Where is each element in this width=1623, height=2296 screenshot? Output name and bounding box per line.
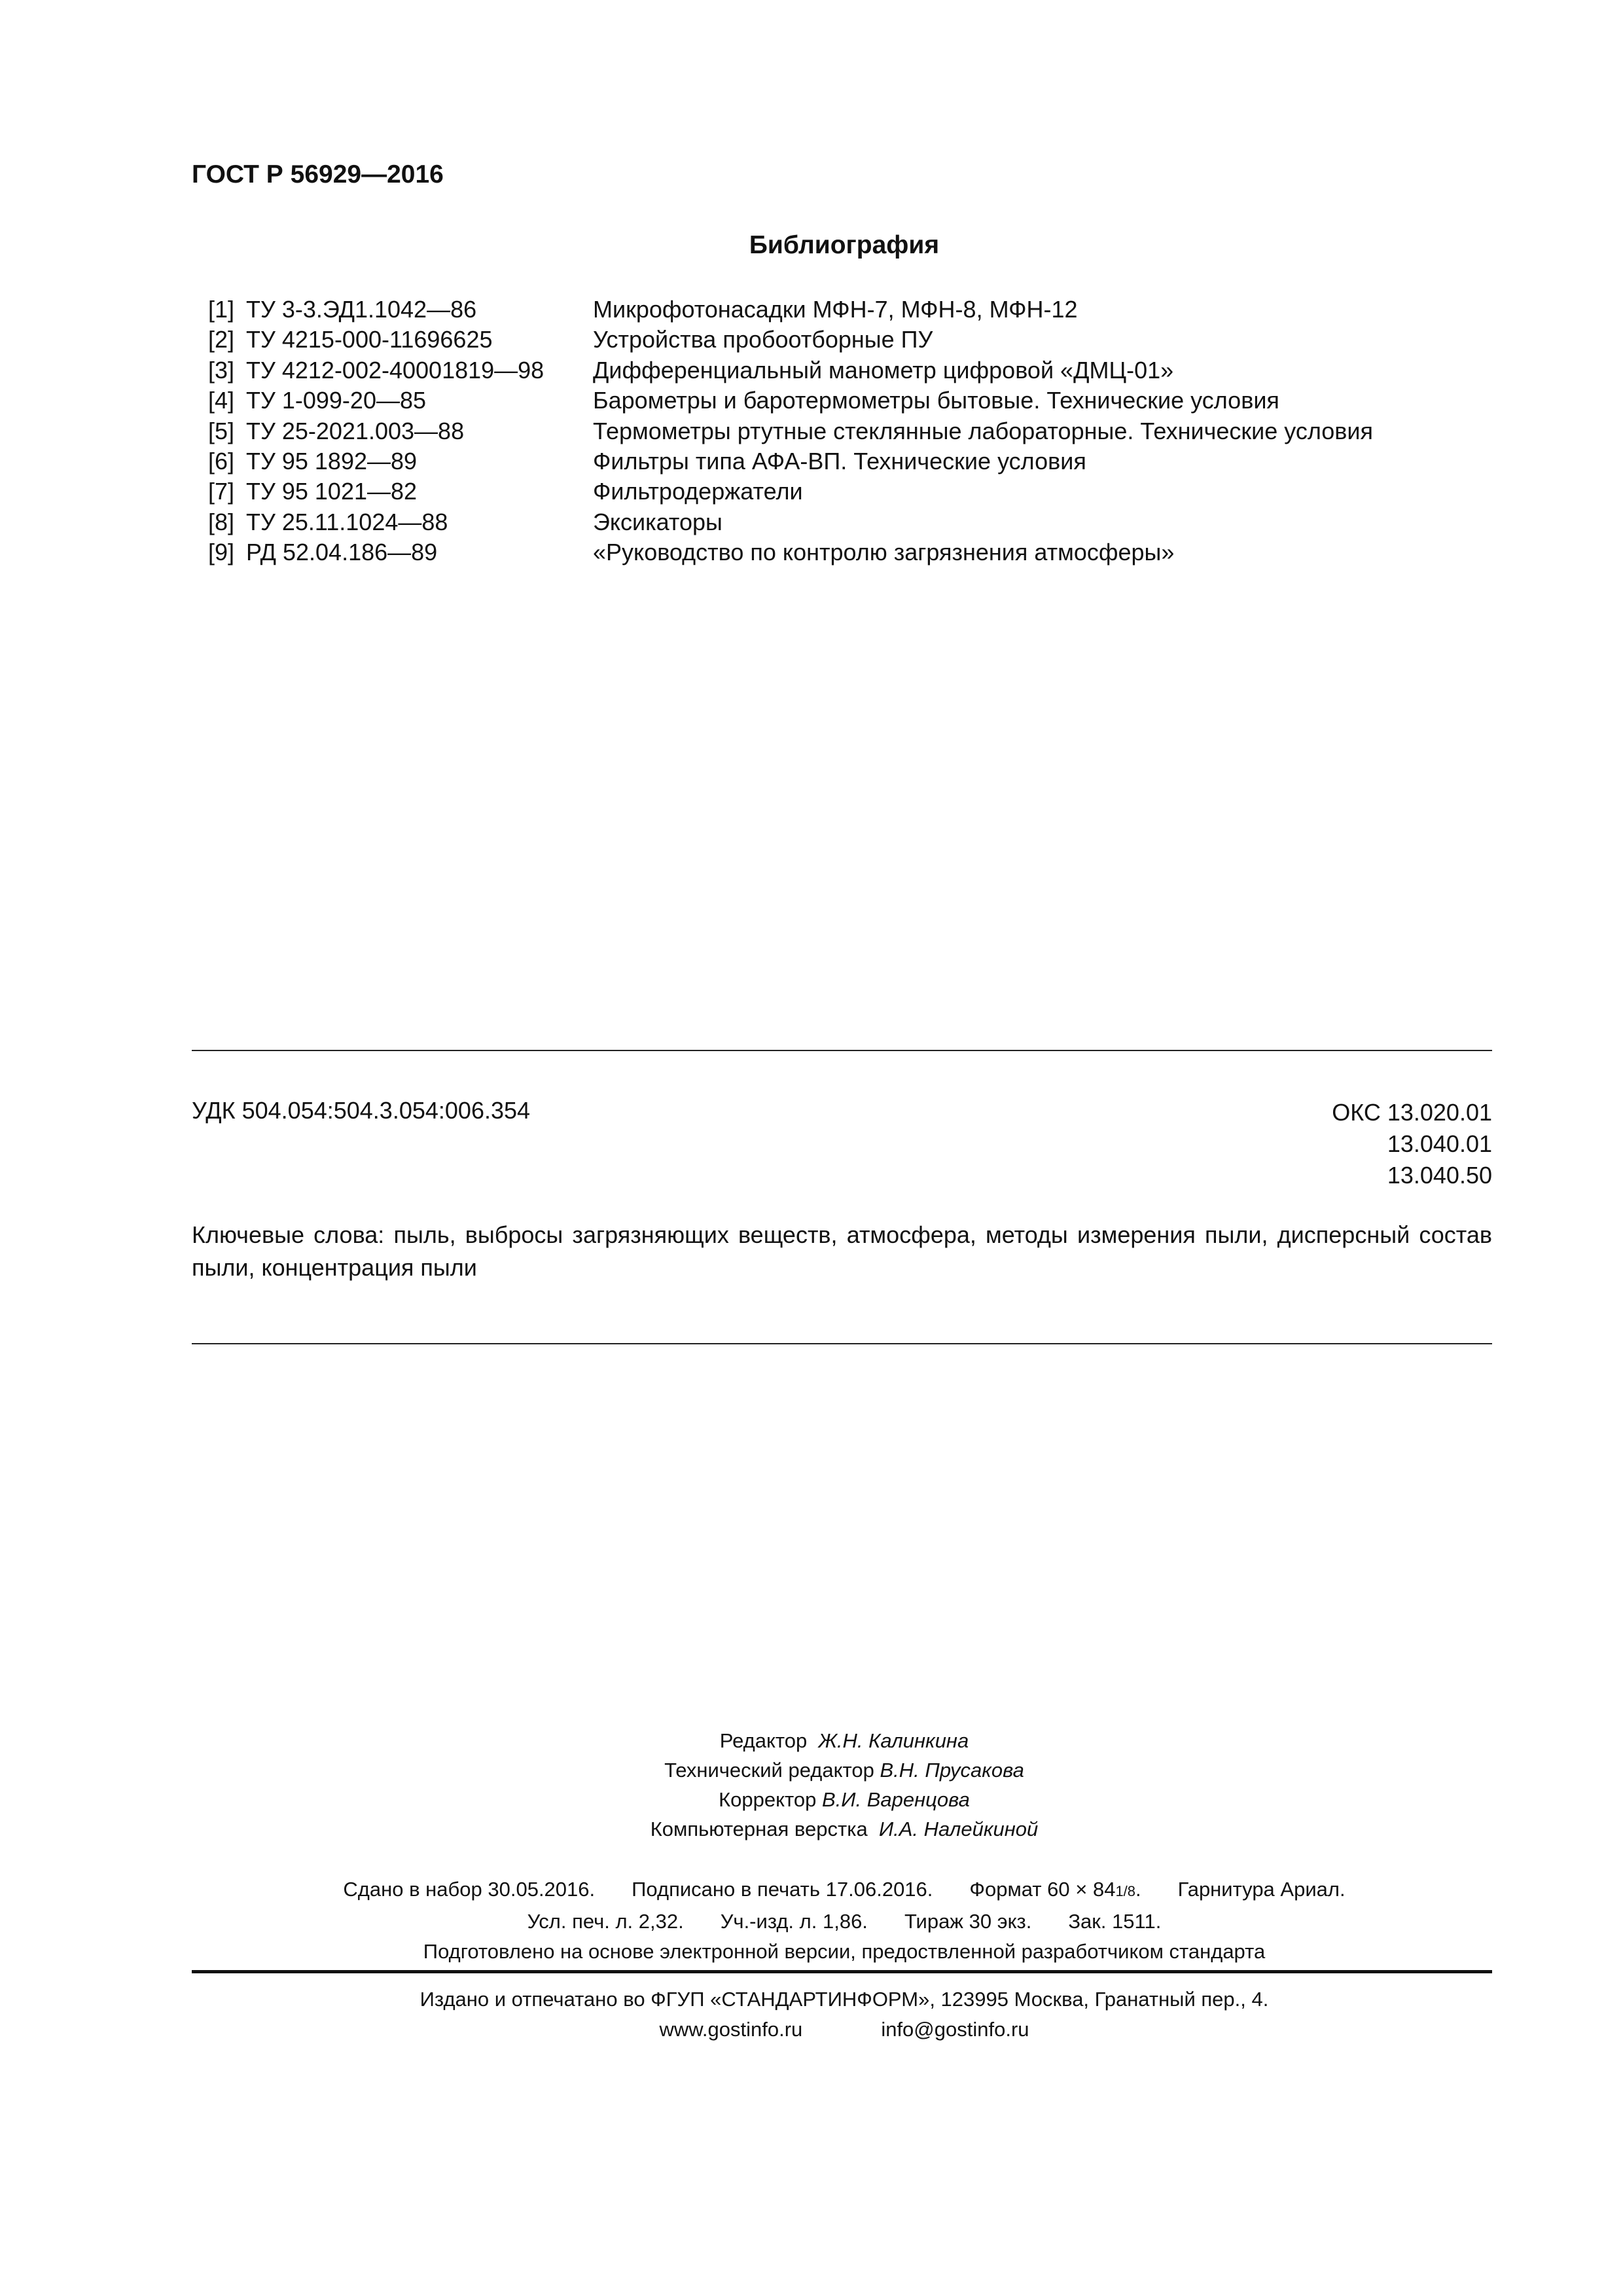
item-code: ТУ 95 1021—82 [246, 478, 418, 505]
item-number: [7] [208, 478, 235, 505]
typeset-date: Сдано в набор 30.05.2016. [343, 1878, 596, 1901]
item-title: Дифференциальный манометр цифровой «ДМЦ-01» [593, 356, 1174, 384]
print-sheets: Усл. печ. л. 2,32. [527, 1910, 684, 1933]
item-number: [9] [208, 539, 235, 566]
imprint-block [0, 1874, 1623, 1967]
divider-middle [192, 1343, 1492, 1344]
imprint-line-2 [0, 1907, 1623, 1937]
credit-editor [0, 1726, 1623, 1755]
website-link[interactable]: www.gostinfo.ru [659, 2018, 803, 2041]
imprint-line-1: Сдано в набор 30.05.2016. Подписано в печать 17.06.2016. Формат 60 × 841/8. Гарнитура Ариал. [343, 1878, 1346, 1901]
bibliography-item [208, 446, 1373, 476]
circulation: Тираж 30 экз. [904, 1910, 1032, 1933]
email-link[interactable]: info@gostinfo.ru [881, 2018, 1029, 2041]
credit-layout [0, 1814, 1623, 1844]
divider-bottom [192, 1970, 1492, 1973]
credit-role: Технический редактор [664, 1759, 874, 1782]
item-number: [1] [208, 296, 235, 323]
credit-technical-editor [0, 1755, 1623, 1785]
bibliography-title: Библиография [749, 231, 940, 259]
bibliography-item [208, 476, 1373, 507]
credit-name: В.И. Варенцова [822, 1788, 970, 1811]
item-number: [4] [208, 387, 235, 414]
item-code: ТУ 1-099-20—85 [246, 387, 427, 414]
udk-code: УДК 504.054:504.3.054:006.354 [192, 1097, 531, 1124]
publisher-contacts [0, 2015, 1623, 2045]
signed-date: Подписано в печать 17.06.2016. [632, 1878, 933, 1901]
credit-proofreader [0, 1785, 1623, 1814]
credits-block [0, 1726, 1623, 1844]
document-number: ГОСТ Р 56929—2016 [192, 160, 444, 188]
credit-role: Редактор [719, 1729, 808, 1752]
prepared-note: Подготовлено на основе электронной версии, предоствленной разработчиком стандарта [423, 1940, 1266, 1963]
item-title: Эксикаторы [593, 508, 722, 535]
credit-name: И.А. Налейкиной [878, 1818, 1039, 1840]
bibliography-item [208, 325, 1373, 355]
keywords: Ключевые слова: пыль, выбросы загрязняющих веществ, атмосфера, методы измерения пыли, дисперсный состав пыли, концентрация пыли [192, 1221, 1492, 1281]
item-number: [8] [208, 508, 235, 535]
credit-role: Компьютерная верстка [650, 1818, 868, 1840]
divider-top [192, 1050, 1492, 1051]
credit-role: Корректор [719, 1788, 817, 1811]
item-title: «Руководство по контролю загрязнения атмосферы» [593, 539, 1175, 566]
oks-code: 13.040.01 [1387, 1130, 1492, 1157]
bibliography-item [208, 507, 1373, 537]
credit-name: Ж.Н. Калинкина [818, 1729, 969, 1752]
bibliography-item [208, 537, 1373, 567]
item-code: ТУ 25.11.1024—88 [246, 508, 448, 535]
item-title: Термометры ртутные стеклянные лабораторные. Технические условия [593, 417, 1373, 444]
format: Формат 60 × 84 [969, 1878, 1116, 1901]
bibliography-item [208, 386, 1373, 416]
oks-code: ОКС 13.020.01 [1332, 1099, 1492, 1126]
item-code: ТУ 25-2021.003—88 [246, 417, 465, 444]
bibliography-item [208, 416, 1373, 446]
item-title: Фильтры типа АФА-ВП. Технические условия [593, 447, 1086, 475]
item-number: [5] [208, 417, 235, 444]
typeface: Гарнитура Ариал. [1177, 1878, 1346, 1901]
order-number: Зак. 1511. [1068, 1910, 1162, 1933]
item-title: Микрофотонасадки МФН-7, МФН-8, МФН-12 [593, 296, 1078, 323]
item-number: [2] [208, 326, 235, 353]
item-code: ТУ 4212-002-40001819—98 [246, 356, 544, 384]
item-code: ТУ 95 1892—89 [246, 447, 418, 475]
item-code: РД 52.04.186—89 [246, 539, 438, 566]
item-code: ТУ 4215-000-11696625 [246, 326, 493, 353]
oks-code: 13.040.50 [1387, 1162, 1492, 1189]
item-code: ТУ 3-3.ЭД1.1042—86 [246, 296, 477, 323]
publisher-sheets: Уч.-изд. л. 1,86. [720, 1910, 868, 1933]
publisher-block [0, 1984, 1623, 2045]
item-number: [6] [208, 447, 235, 475]
credit-name: В.Н. Прусакова [880, 1759, 1024, 1782]
bibliography-item [208, 295, 1373, 325]
item-title: Барометры и баротермометры бытовые. Технические условия [593, 387, 1279, 414]
publisher-line: Издано и отпечатано во ФГУП «СТАНДАРТИНФОРМ», 123995 Москва, Гранатный пер., 4. [419, 1988, 1269, 2011]
bibliography-list [208, 295, 1373, 568]
format-fraction: 1/8 [1115, 1883, 1136, 1899]
item-title: Фильтродержатели [593, 478, 803, 505]
item-title: Устройства пробоотборные ПУ [593, 326, 933, 353]
bibliography-item [208, 355, 1373, 386]
item-number: [3] [208, 356, 235, 384]
oks-codes [1332, 1097, 1492, 1191]
